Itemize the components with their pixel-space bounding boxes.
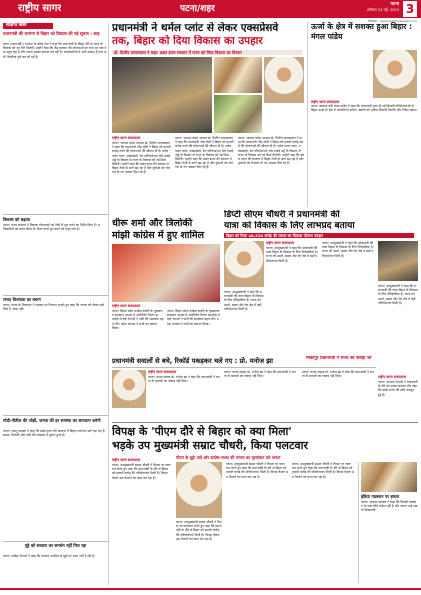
top-right-byline: राष्ट्रीय सागर संवाददाता — [311, 100, 340, 104]
brief-body: पटना। राज्य सरकार ने विकास योजनाओं को तेजी से पूरा करने का निर्देश दिया है। अधिकारियों को समय सीमा के भीतर कार्य पूरा करने को कहा गया है। — [3, 222, 101, 231]
center-right-photo — [224, 241, 264, 287]
right-mid-headline: मौकापुर प्रधानमंत्री ने राज्य को सराहा जी — [306, 356, 372, 361]
briefs-section-label: संक्षिप्त खबरें — [3, 23, 53, 29]
website-strip: वेबसाइट : www.rashtriyasagar.com — [368, 19, 417, 23]
center-right-body-col2: पटना। उपमुख्यमंत्री ने कहा कि प्रधानमंत्री की यात्रा बिहार के विकास के लिए ऐतिहासिक है। राज्य को ऊर्जा, सड़क और रेल क्षेत्र में बड़ी परियोजनाएं मिली हैं। — [322, 241, 374, 258]
brief-body: पटना। कांग्रेस नेताओं ने कहा कि सरकार जनहित के मुद्दों पर ध्यान नहीं दे रही है। — [3, 554, 96, 559]
top-right-block — [307, 22, 418, 207]
lead-photo — [112, 57, 212, 133]
bottom-headline-line1: विपक्ष के 'पीएम दौरे से बिहार को क्या मिला' — [112, 425, 292, 438]
middle-byline: राष्ट्रीय सागर संवाददाता — [148, 370, 177, 374]
second-photo — [112, 244, 220, 302]
lead-body-col2: पटना। भाजपा प्रदेश अध्यक्ष डॉ. दिलीप जायसवाल ने कहा कि प्रधानमंत्री नरेंद्र मोदी ने बिहार को हजारों करोड़ रुपये की योजनाओं की सौगात दी है। थर्मल पावर प्लांट, एक्सप्रेसवे, रेल परियोजनाएं और हवाई अड्डे के विस्तार से राज्य के विकास को नई दिशा मिलेगी। उन्होंने कहा कि डबल इंजन की सरकार में बिहार तेजी से आगे बढ़ रहा है और युवाओं को रोजगार के नए अवसर मिल रहे हैं। — [175, 136, 234, 170]
center-right-body: पटना। उपमुख्यमंत्री ने कहा कि प्रधानमंत्री की यात्रा बिहार के विकास के लिए ऐतिहासिक है। राज्य को ऊर्जा, सड़क और रेल क्षेत्र में बड़ी परियोजनाएं मिली हैं। — [266, 246, 318, 263]
brief-title: राजद विधायक का बयान — [3, 297, 41, 303]
section-title: पटना/शहर — [180, 4, 215, 14]
brief-title: विकास को बढ़ावा — [3, 216, 31, 222]
bottom-rule — [112, 422, 418, 423]
brief-body: पटना। राजद के विधायक ने सरकार पर निशाना साधते हुए कहा कि जनता को केवल वादे मिले हैं, काम नहीं। — [3, 303, 105, 312]
lead-strap: डॉ. दिलीप जायसवाल ने कहा- डबल इंजन सरकार में राज्य को मिला विकास का विस्तार — [112, 50, 302, 55]
footer-rule — [0, 588, 421, 590]
bottom-body: पटना। उपमुख्यमंत्री सम्राट चौधरी ने विपक्ष पर पलटवार करते हुए कहा कि प्रधानमंत्री के दौरे से बिहार को हजारों करोड़ की परियोजनाएं मिली हैं। विपक्ष केवल भ्रम फैलाने का काम कर रहा है। — [112, 463, 171, 480]
second-headline-line2: मांझी कांग्रेस में हुए शामिल — [112, 230, 205, 241]
bottom-body-col2: पटना। उपमुख्यमंत्री सम्राट चौधरी ने विपक्ष पर पलटवार करते हुए कहा कि प्रधानमंत्री के दौरे से बिहार को हजारों करोड़ की परियोजनाएं मिली हैं। विपक्ष केवल भ्रम फैलाने का काम कर रहा है। — [176, 520, 222, 541]
bottom-byline: राष्ट्रीय सागर संवाददाता — [112, 458, 141, 462]
bottom-strap: पीएम के झूठे वादे और कांग्रेस-राजद की परंपरा का मूल्यांकन करे जनता — [176, 455, 281, 460]
brief-title: प्रधानमंत्री की दरभंगा से बिहार को विकास की नई सूचना : शाह — [3, 31, 100, 36]
center-right-headline-line2: यात्रा को विकास के लिए लाभप्रद बताया — [224, 221, 355, 231]
bottom-body-col4: पटना। उपमुख्यमंत्री सम्राट चौधरी ने विपक्ष पर पलटवार करते हुए कहा कि प्रधानमंत्री के दौरे से बिहार को हजारों करोड़ की परियोजनाएं मिली हैं। विपक्ष केवल भ्रम फैलाने का काम कर रहा है। — [292, 462, 354, 479]
page-number: 3 — [403, 1, 417, 17]
middle-divider — [112, 367, 376, 368]
city-label: पटना — [390, 2, 399, 7]
bottom-right-headline: इंडिया गठबंधन पर हमला — [361, 494, 400, 499]
bottom-headline-line2: भड़के उप मुख्यमंत्री सम्राट चौधरी, किया पलटवार — [112, 439, 308, 452]
brief-body: पटना (एसएनबी)। भाजपा के वरिष्ठ नेता ने कहा कि प्रधानमंत्री के बिहार दौरे से राज्य के विकास को नई गति मिलेगी। उन्होंने कहा कि केंद्र सरकार की योजनाओं का लाभ हर गांव तक पहुंच रहा है और जनता इसका स्वागत कर रही है। कार्यकर्ताओं में भारी उत्साह है तथा सभी तैयारियां पूरी कर ली गई हैं। — [3, 42, 107, 59]
lead-headline-line2: तक, बिहार को दिया विकास का उपहार — [112, 35, 263, 47]
bottom-body-col3: पटना। उपमुख्यमंत्री सम्राट चौधरी ने विपक्ष पर पलटवार करते हुए कहा कि प्रधानमंत्री के दौरे से बिहार को हजारों करोड़ की परियोजनाएं मिली हैं। विपक्ष केवल भ्रम फैलाने का काम कर रहा है। — [226, 462, 288, 479]
second-body-col2: पटना। बिहार प्रदेश कांग्रेस कमेटी के मुख्यालय सदाकत आश्रम में आयोजित मिलन समारोह में कई नेताओं ने पार्टी की सदस्यता ग्रहण की। प्रदेश अध्यक्ष ने सभी का स्वागत किया। — [167, 309, 220, 326]
middle-photo — [112, 370, 146, 408]
bottom-photo — [176, 462, 222, 518]
masthead — [0, 0, 421, 18]
middle-body-col3: पटना। राजद सांसद प्रो. मनोज झा ने कहा कि प्रधानमंत्री ने जनता के सवालों का जवाब नहीं दिया। — [302, 370, 374, 379]
lead-headline-line1: प्रधानमंत्री ने थर्मल प्लांट से लेकर एक्सप्रेसवे — [112, 22, 279, 34]
divider — [3, 295, 108, 296]
brief-title: मोदी-नीतीश की जोड़ी, जनता की हर समस्या का समाधान करेगी — [3, 417, 101, 423]
brief-title: मुद्दे को सरकार का समर्थन नहीं मिल रहा — [24, 543, 87, 549]
center-right-body-col4: पटना। उपमुख्यमंत्री ने कहा कि प्रधानमंत्री की यात्रा बिहार के विकास के लिए ऐतिहासिक है। राज्य को ऊर्जा, सड़क और रेल क्षेत्र में बड़ी परियोजनाएं मिली हैं। — [378, 284, 418, 305]
lead-photo-3 — [214, 95, 262, 133]
brief-body: पटना। जदयू प्रवक्ता ने कहा कि डबल इंजन की सरकार में बिहार लगातार आगे बढ़ रहा है। सड़क, बिजली और पानी की व्यवस्था में सुधार हुआ है। — [3, 428, 106, 437]
center-right-photo-2 — [378, 241, 418, 281]
middle-body-col2: पटना। राजद सांसद प्रो. मनोज झा ने कहा कि प्रधानमंत्री ने जनता के सवालों का जवाब नहीं दिया। — [224, 370, 296, 379]
lead-photo-2 — [214, 57, 262, 93]
middle-body: पटना। राजद सांसद प्रो. मनोज झा ने कहा कि प्रधानमंत्री ने जनता के सवालों का जवाब नहीं दिया। — [148, 375, 220, 384]
lead-body-col3: पटना। भाजपा प्रदेश अध्यक्ष डॉ. दिलीप जायसवाल ने कहा कि प्रधानमंत्री नरेंद्र मोदी ने बिहार को हजारों करोड़ रुपये की योजनाओं की सौगात दी है। थर्मल पावर प्लांट, एक्सप्रेसवे, रेल परियोजनाएं और हवाई अड्डे के विस्तार से राज्य के विकास को नई दिशा मिलेगी। उन्होंने कहा कि डबल इंजन की सरकार में बिहार तेजी से आगे बढ़ रहा है और युवाओं को रोजगार के नए अवसर मिल रहे हैं। — [238, 136, 304, 166]
top-right-body: पटना। स्वास्थ्य मंत्री मंगल पांडेय ने कहा कि प्रधानमंत्री द्वारा दी गई बिजली परियोजनाओं से बिहार ऊर्जा के क्षेत्र में आत्मनिर्भर बनेगा। उद्योगों को पर्याप्त बिजली मिलेगी और निवेश बढ़ेगा। — [311, 104, 418, 113]
divider — [3, 415, 108, 416]
top-right-photo — [373, 50, 417, 98]
right-mid-byline: राष्ट्रीय सागर संवाददाता — [378, 375, 407, 379]
bottom-right-block — [358, 462, 418, 583]
dateline — [319, 2, 399, 16]
center-right-byline: राष्ट्रीय सागर संवाददाता — [266, 241, 295, 245]
top-right-headline: ऊर्जा के क्षेत्र में सशक्त हुआ बिहार : मंगल पांडेय — [311, 22, 413, 41]
divider — [3, 214, 108, 215]
lead-body: पटना। भाजपा प्रदेश अध्यक्ष डॉ. दिलीप जायसवाल ने कहा कि प्रधानमंत्री नरेंद्र मोदी ने बिहार को हजारों करोड़ रुपये की योजनाओं की सौगात दी है। थर्मल पावर प्लांट, एक्सप्रेसवे, रेल परियोजनाएं और हवाई अड्डे के विस्तार से राज्य के विकास को नई दिशा मिलेगी। उन्होंने कहा कि डबल इंजन की सरकार में बिहार तेजी से आगे बढ़ रहा है और युवाओं को रोजगार के नए अवसर मिल रहे हैं। — [112, 141, 171, 175]
bottom-right-photo — [361, 462, 417, 492]
center-right-strap: बिहार को मिला 48,520 करोड़ की लागत का विकास योजना उपहार — [224, 233, 414, 238]
center-right-headline-line1: डिप्टी सीएम चौधरी ने प्रधानमंत्री की — [224, 210, 340, 220]
bottom-right-body: पटना। भाजपा प्रवक्ता ने कहा कि विपक्षी गठबंधन के पास कोई एजेंडा नहीं है और जनता उन्हें सबक सिखाएगी। — [361, 500, 418, 513]
lead-photo-portrait — [264, 57, 304, 103]
date-label: शनिवार 31 मई, 2025 — [367, 7, 399, 12]
right-mid-body: पटना। भाजपा नेताओं ने प्रधानमंत्री के दौरे को सफल बताया और कहा कि इससे राज्य की छवि मजबूत हुई है। — [378, 380, 418, 397]
center-right-body-col3: पटना। उपमुख्यमंत्री ने कहा कि प्रधानमंत्री की यात्रा बिहार के विकास के लिए ऐतिहासिक है। राज्य को ऊर्जा, सड़क और रेल क्षेत्र में बड़ी परियोजनाएं मिली हैं। — [224, 290, 264, 311]
second-body: पटना। बिहार प्रदेश कांग्रेस कमेटी के मुख्यालय सदाकत आश्रम में आयोजित मिलन समारोह में कई नेताओं ने पार्टी की सदस्यता ग्रहण की। प्रदेश अध्यक्ष ने सभी का स्वागत किया। — [112, 309, 164, 330]
second-byline: राष्ट्रीय सागर संवाददाता — [112, 304, 141, 308]
left-column — [3, 23, 109, 585]
divider — [3, 541, 108, 542]
middle-headline: प्रधानमंत्री सवालों से बचे, रिकॉर्ड पकड़कर चले गए : प्रो. मनोज झा — [112, 357, 273, 365]
lead-byline: राष्ट्रीय सागर संवाददाता — [112, 136, 141, 140]
brand-title: राष्ट्रीय सागर — [18, 3, 62, 14]
second-headline-line1: धीरू शर्मा और त्रिलोकी — [112, 218, 193, 229]
